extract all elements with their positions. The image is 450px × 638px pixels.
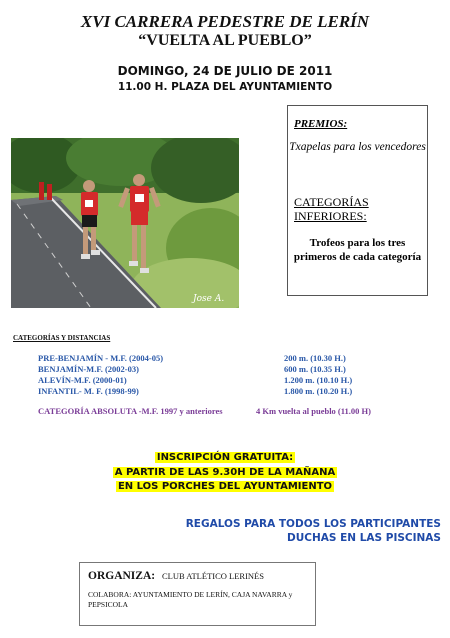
- category-row: [38, 386, 438, 398]
- absolute-category-name: CATEGORÍA ABSOLUTA -M.F. 1997 y anteriores: [38, 406, 223, 416]
- event-title: XVI CARRERA PEDESTRE DE LERÍN: [80, 12, 370, 31]
- registration-line-1: INSCRIPCIÓN GRATUITA:: [156, 452, 294, 463]
- event-subtitle: “VUELTA AL PUEBLO”: [138, 32, 312, 49]
- category-name: PRE-BENJAMÍN - M.F. (2004-05): [38, 353, 164, 363]
- category-name: BENJAMÍN-M.F. (2002-03): [38, 364, 139, 374]
- category-distance: 600 m. (10.35 H.): [284, 364, 346, 374]
- category-name: INFANTIL- M. F. (1998-99): [38, 386, 139, 396]
- organizer-line: [88, 570, 264, 582]
- gifts-line-1: REGALOS PARA TODOS LOS PARTICIPANTES: [185, 518, 441, 530]
- category-distance: 1.800 m. (10.20 H.): [284, 386, 353, 396]
- prizes-heading: PREMIOS:: [294, 118, 348, 130]
- event-date: DOMINGO, 24 DE JULIO DE 2011: [117, 64, 333, 78]
- organizer-label: ORGANIZA:: [88, 570, 156, 582]
- photo-signature: Jose A.: [193, 294, 225, 304]
- organizer-name: CLUB ATLÉTICO LERINÉS: [161, 571, 264, 581]
- race-photo-illustration: [11, 138, 239, 308]
- prizes-text: Txapelas para los vencedores: [289, 141, 426, 153]
- category-distance: 1.200 m. (10.10 H.): [284, 375, 353, 385]
- categories-heading: CATEGORÍAS Y DISTANCIAS: [13, 334, 111, 342]
- lower-categories-heading: CATEGORÍAS INFERIORES:: [294, 195, 369, 223]
- lower-categories-text: Trofeos para los tres primeros de cada categoría: [293, 237, 422, 263]
- category-distance: 200 m. (10.30 H.): [284, 353, 346, 363]
- prizes-box: [287, 105, 428, 296]
- race-photo: [11, 138, 239, 308]
- registration-line-3: EN LOS PORCHES DEL AYUNTAMIENTO: [117, 481, 333, 492]
- registration-line-2: A PARTIR DE LAS 9.30H DE LA MAÑANA: [114, 467, 336, 478]
- absolute-category-distance: 4 Km vuelta al pueblo (11.00 H): [256, 406, 371, 416]
- organizer-box: [79, 562, 316, 626]
- collaborators-text: COLABORA: AYUNTAMIENTO DE LERÍN, CAJA NAVARRA y PEPSICOLA: [88, 590, 293, 609]
- category-name: ALEVÍN-M.F. (2000-01): [38, 375, 127, 385]
- event-time-place: 11.00 H. PLAZA DEL AYUNTAMIENTO: [117, 81, 333, 93]
- gifts-line-2: DUCHAS EN LAS PISCINAS: [287, 532, 441, 544]
